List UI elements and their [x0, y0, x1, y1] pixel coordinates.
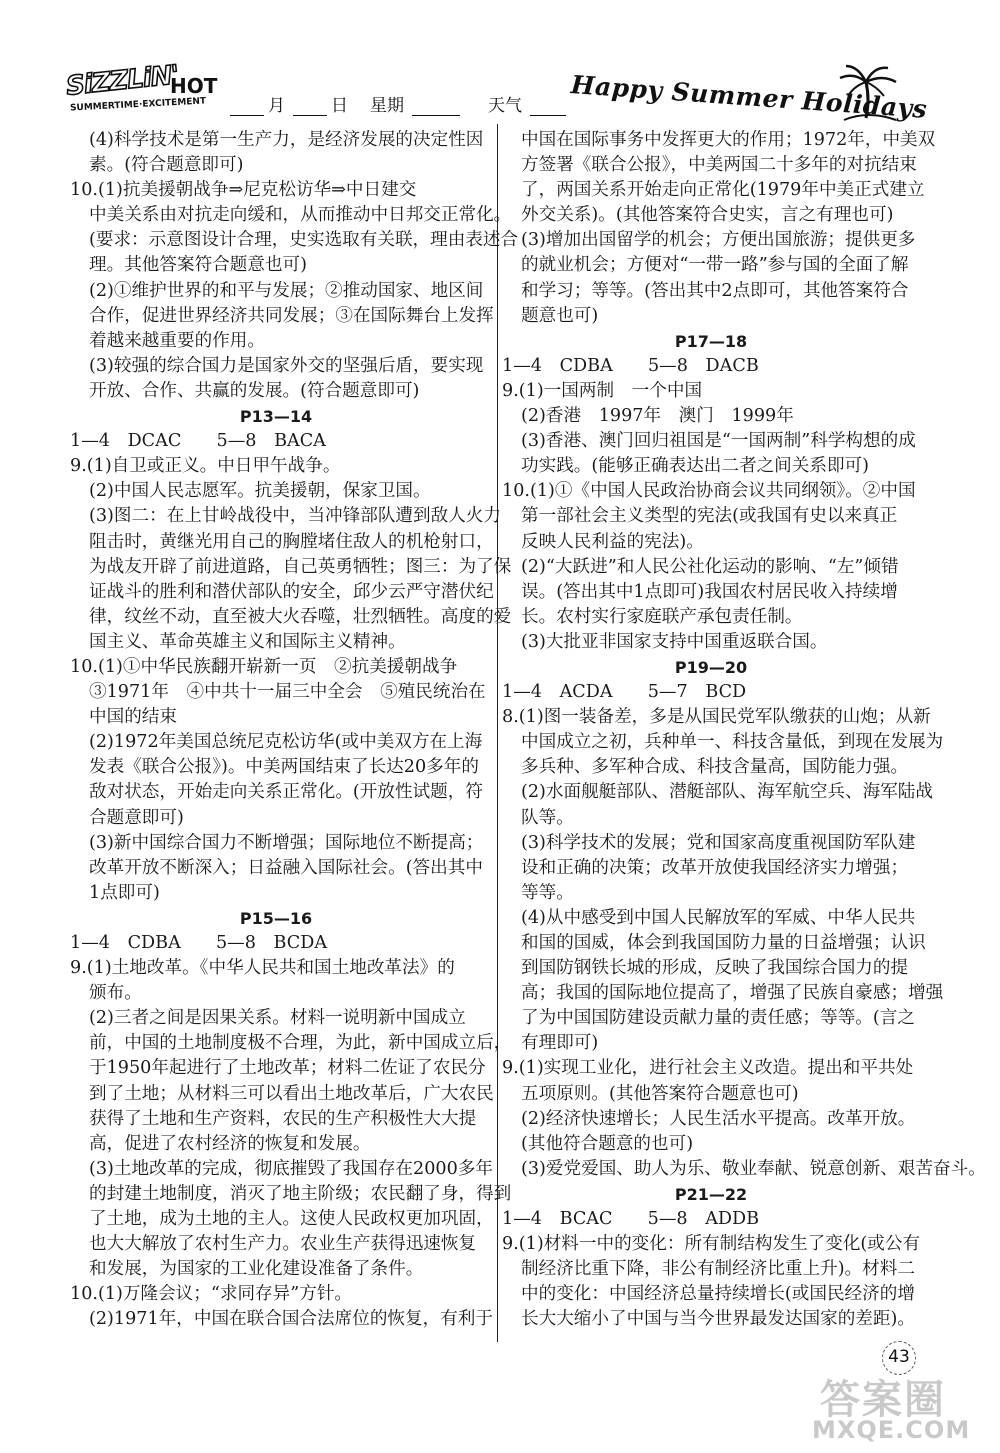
answer-line: (3)爱党爱国、助人为乐、敬业奉献、锐意创新、艰苦奋斗。	[521, 1158, 986, 1179]
right-column	[502, 128, 986, 1333]
weekday-blank	[412, 97, 460, 116]
answer-line: (3)图二：在上甘岭战役中，当冲锋部队遭到敌人火力	[89, 506, 501, 527]
weekday-label: 星期	[370, 96, 404, 116]
answer-line: (2)香港 1997年 澳门 1999年	[521, 406, 794, 427]
answer-line: 了土地，成为土地的主人。这使人民政权更加巩固，	[89, 1209, 494, 1230]
answer-line: 队等。	[521, 807, 574, 828]
answer-line: 等等。	[521, 882, 574, 903]
answer-line: (2)“大跃进”和人民公社化运动的影响、“左”倾错	[521, 556, 899, 577]
answer-line: 中国的结束	[89, 707, 177, 728]
answer-line: 10.(1)抗美援朝战争⇒尼克松访华⇒中日建交	[70, 180, 417, 201]
answer-line: (2)经济快速增长；人民生活水平提高。改革开放。	[521, 1108, 916, 1129]
answer-line: (3)土地改革的完成，彻底摧毁了我国存在2000多年	[89, 1158, 493, 1179]
weather-label: 天气	[488, 96, 522, 116]
answer-line: 着越来越重要的作用。	[89, 330, 265, 351]
answer-line: (3)香港、澳门回归祖国是“一国两制”科学构想的成	[521, 431, 916, 452]
answer-line: 和国的国威，体会到我国国防力量的日益增强；认识	[521, 933, 926, 953]
answer-line: 素。(符合题意即可)	[89, 155, 244, 176]
answer-line: 长大大缩小了中国与当今世界最发达国家的差距)。	[521, 1309, 915, 1330]
watermark-title: 答案圈	[820, 1377, 946, 1423]
palm-tree-icon	[836, 64, 900, 122]
answer-line: 为战友开辟了前进道路，自己英勇牺牲；图三：为了保	[89, 556, 512, 577]
answer-line: 10.(1)万隆会议；“求同存异”方针。	[70, 1284, 353, 1305]
answer-line: (4)科学技术是第一生产力，是经济发展的决定性因	[89, 130, 484, 150]
answer-line: 理。其他答案符合题意也可)	[89, 255, 307, 276]
answer-line: 设和正确的决策；改革开放使我国经济实力增强；	[521, 857, 909, 878]
section-heading: P13—14	[239, 407, 313, 427]
day-blank	[293, 97, 327, 116]
answer-line: 1—4 BCAC 5—8 ADDB	[502, 1209, 760, 1230]
answer-line: (3)新中国综合国力不断增强；国际地位不断提高；	[89, 832, 484, 853]
answer-line: 和发展，为国家的工业化建设准备了条件。	[89, 1259, 424, 1280]
month-blank	[230, 97, 264, 116]
answer-line: 前，中国的土地制度极不合理，为此，新中国成立后，	[89, 1033, 512, 1054]
answer-line: 颁布。	[89, 983, 142, 1004]
watermark-logo	[812, 1368, 987, 1448]
answer-line: 改革开放不断深入；日益融入国际社会。(答出其中	[89, 857, 483, 878]
page-number: 43	[888, 1347, 910, 1367]
answer-line: 于1950年起进行了土地改革；材料二佐证了农民分	[89, 1058, 486, 1079]
answer-line: 的封建土地制度，消灭了地主阶级；农民翻了身，得到	[89, 1183, 512, 1204]
section-heading: P21—22	[674, 1184, 748, 1204]
answer-line: 10.(1)①《中国人民政治协商会议共同纲领》。②中国	[502, 481, 916, 502]
sizzlin-hot-logo	[62, 62, 232, 122]
answer-line: 开放、合作、共赢的发展。(符合题意即可)	[89, 380, 420, 401]
logo-hot: HOT	[170, 74, 218, 98]
answer-line: 律，纹丝不动，直至被大火吞噬，壮烈牺牲。高度的爱	[89, 606, 512, 627]
answer-line: (2)①维护世界的和平与发展；②推动国家、地区间	[89, 280, 484, 301]
happy-summer-holidays-banner: Happy Summer Holidays	[569, 70, 929, 124]
answer-line: (3)增加出国留学的机会；方便出国旅游；提供更多	[521, 230, 916, 251]
answer-line: 8.(1)图一装备差，多是从国民党军队缴获的山炮；从新	[502, 707, 931, 728]
answer-line: (2)水面舰艇部队、潜艇部队、海军航空兵、海军陆战	[521, 782, 933, 803]
answer-line: 功实践。(能够正确表达出二者之间关系即可)	[521, 456, 870, 477]
logo-subtitle: SUMMERTIME·EXCITEMENT	[69, 96, 207, 114]
answer-line: 反映人民利益的宪法)。	[521, 531, 704, 552]
section-heading: P17—18	[674, 331, 748, 351]
answer-line: 国主义、革命英雄主义和国际主义精神。	[89, 631, 406, 652]
weather-blank	[530, 97, 566, 116]
answer-line: 1—4 DCAC 5—8 BACA	[70, 431, 326, 452]
answer-line: 阻击时，黄继光用自己的胸膛堵住敌人的机枪射口，	[89, 531, 494, 552]
answer-line: 证战斗的胜利和潜伏部队的安全，邱少云严守潜伏纪	[89, 581, 494, 602]
answer-line: 获得了土地和生产资料，农民的生产积极性大大提	[89, 1108, 477, 1129]
answer-line: 敌对状态，开始走向关系正常化。(开放性试题，符	[89, 782, 483, 803]
answer-line: (2)三者之间是因果关系。材料一说明新中国成立	[89, 1008, 466, 1029]
answer-line: 也大大解放了农村生产力。农业生产获得迅速恢复	[89, 1234, 477, 1255]
left-column	[70, 128, 519, 1333]
answer-line: 中国在国际事务中发挥更大的作用；1972年，中美双	[521, 130, 936, 150]
answer-line: 误。(答出其中1点即可)我国农村居民收入持续增	[521, 581, 898, 602]
answer-line: (2)中国人民志愿军。抗美援朝，保家卫国。	[89, 481, 431, 502]
day-label: 日	[331, 96, 348, 116]
answer-line: 题意也可)	[521, 305, 599, 326]
month-label: 月	[268, 96, 285, 116]
answer-line: 制经济比重下降，非公有制经济比重上升)。材料二	[521, 1259, 915, 1280]
answer-line: 10.(1)①中华民族翻开崭新一页 ②抗美援朝战争	[70, 656, 458, 677]
answer-line: 9.(1)自卫或正义。中日甲午战争。	[70, 456, 341, 477]
answer-line: 1—4 CDBA 5—8 BCDA	[70, 933, 328, 953]
column-divider	[497, 124, 498, 1342]
answer-line: 到国防钢铁长城的形成，反映了我国综合国力的提	[521, 958, 909, 979]
answer-line: (3)科学技术的发展；党和国家高度重视国防军队建	[521, 832, 916, 853]
answer-line: 9.(1)实现工业化，进行社会主义改造。提出和平共处	[502, 1058, 914, 1079]
answer-line: (2)1971年，中国在联合国合法席位的恢复，有利于	[89, 1309, 493, 1330]
section-heading: P15—16	[239, 908, 313, 928]
answer-line: ③1971年 ④中共十一届三中全会 ⑤殖民统治在	[89, 682, 486, 703]
answer-line: 中国成立之初，兵种单一、科技含量低，到现在发展为	[521, 732, 944, 753]
answer-line: 五项原则。(其他答案符合题意也可)	[521, 1083, 799, 1104]
answer-line: (3)大批亚非国家支持中国重返联合国。	[521, 631, 828, 652]
page-header	[0, 0, 1000, 125]
answer-line: 9.(1)一国两制 一个中国	[502, 380, 703, 401]
answer-line: 高；我国的国际地位提高了，增强了民族自豪感；增强	[521, 983, 944, 1004]
answer-line: 的就业机会；方便对“一带一路”参与国的全面了解	[521, 255, 909, 276]
logo-title: SiZZLiN'	[64, 60, 180, 102]
answer-line: 了，两国关系开始走向正常化(1979年中美正式建立	[521, 180, 925, 201]
answer-line: (3)较强的综合国力是国家外交的坚强后盾，要实现	[89, 355, 484, 376]
watermark-url: MXQE.COM	[812, 1416, 971, 1444]
answer-line: 合作，促进世界经济共同发展；③在国际舞台上发挥	[89, 305, 494, 326]
date-weather-line	[226, 86, 570, 116]
answer-line: 和学习；等等。(答出其中2点即可，其他答案符合	[521, 280, 909, 301]
answer-line: 多兵种、多军种合成、科技含量高，国防能力强。	[521, 757, 909, 778]
answer-line: 有理即可)	[521, 1033, 599, 1054]
answer-line: 1—4 ACDA 5—7 BCD	[502, 682, 747, 703]
answer-line: 合题意即可)	[89, 807, 184, 828]
answer-line: (4)从中感受到中国人民解放军的军威、中华人民共	[521, 907, 916, 928]
answer-line: 中的变化：中国经济总量持续增长(或国民经济的增	[521, 1284, 915, 1305]
section-heading: P19—20	[674, 657, 748, 677]
answer-line: 了为中国国防建设贡献力量的责任感；等等。(言之	[521, 1008, 915, 1029]
answer-line: 方签署《联合公报》，中美两国二十多年的对抗结束	[521, 155, 917, 176]
answer-line: 发表《联合公报》)。中美两国结束了长达20多年的	[89, 757, 479, 778]
answer-line: (要求：示意图设计合理，史实选取有关联，理由表述合	[89, 230, 519, 251]
answer-line: 第一部社会主义类型的宪法(或我国有史以来真正	[521, 506, 898, 527]
answer-line: 长。农村实行家庭联产承包责任制。	[521, 606, 803, 627]
answer-line: (2)1972年美国总统尼克松访华(或中美双方在上海	[89, 732, 483, 753]
answer-line: 中美关系由对抗走向缓和，从而推动中日邦交正常化。	[89, 205, 512, 226]
answer-line: 1—4 CDBA 5—8 DACB	[502, 355, 759, 376]
answer-line: 9.(1)材料一中的变化：所有制结构发生了变化(或公有	[502, 1234, 921, 1255]
answer-line: (其他符合题意的也可)	[521, 1133, 694, 1154]
answer-line: 高，促进了农村经济的恢复和发展。	[89, 1133, 371, 1154]
answer-line: 9.(1)土地改革。《中华人民共和国土地改革法》的	[70, 958, 455, 979]
answer-line: 1点即可)	[89, 882, 160, 903]
answer-line: 到了土地；从材料三可以看出土地改革后，广大农民	[89, 1083, 494, 1104]
answer-line: 外交关系)。(其他答案符合史实，言之有理也可)	[521, 205, 894, 226]
